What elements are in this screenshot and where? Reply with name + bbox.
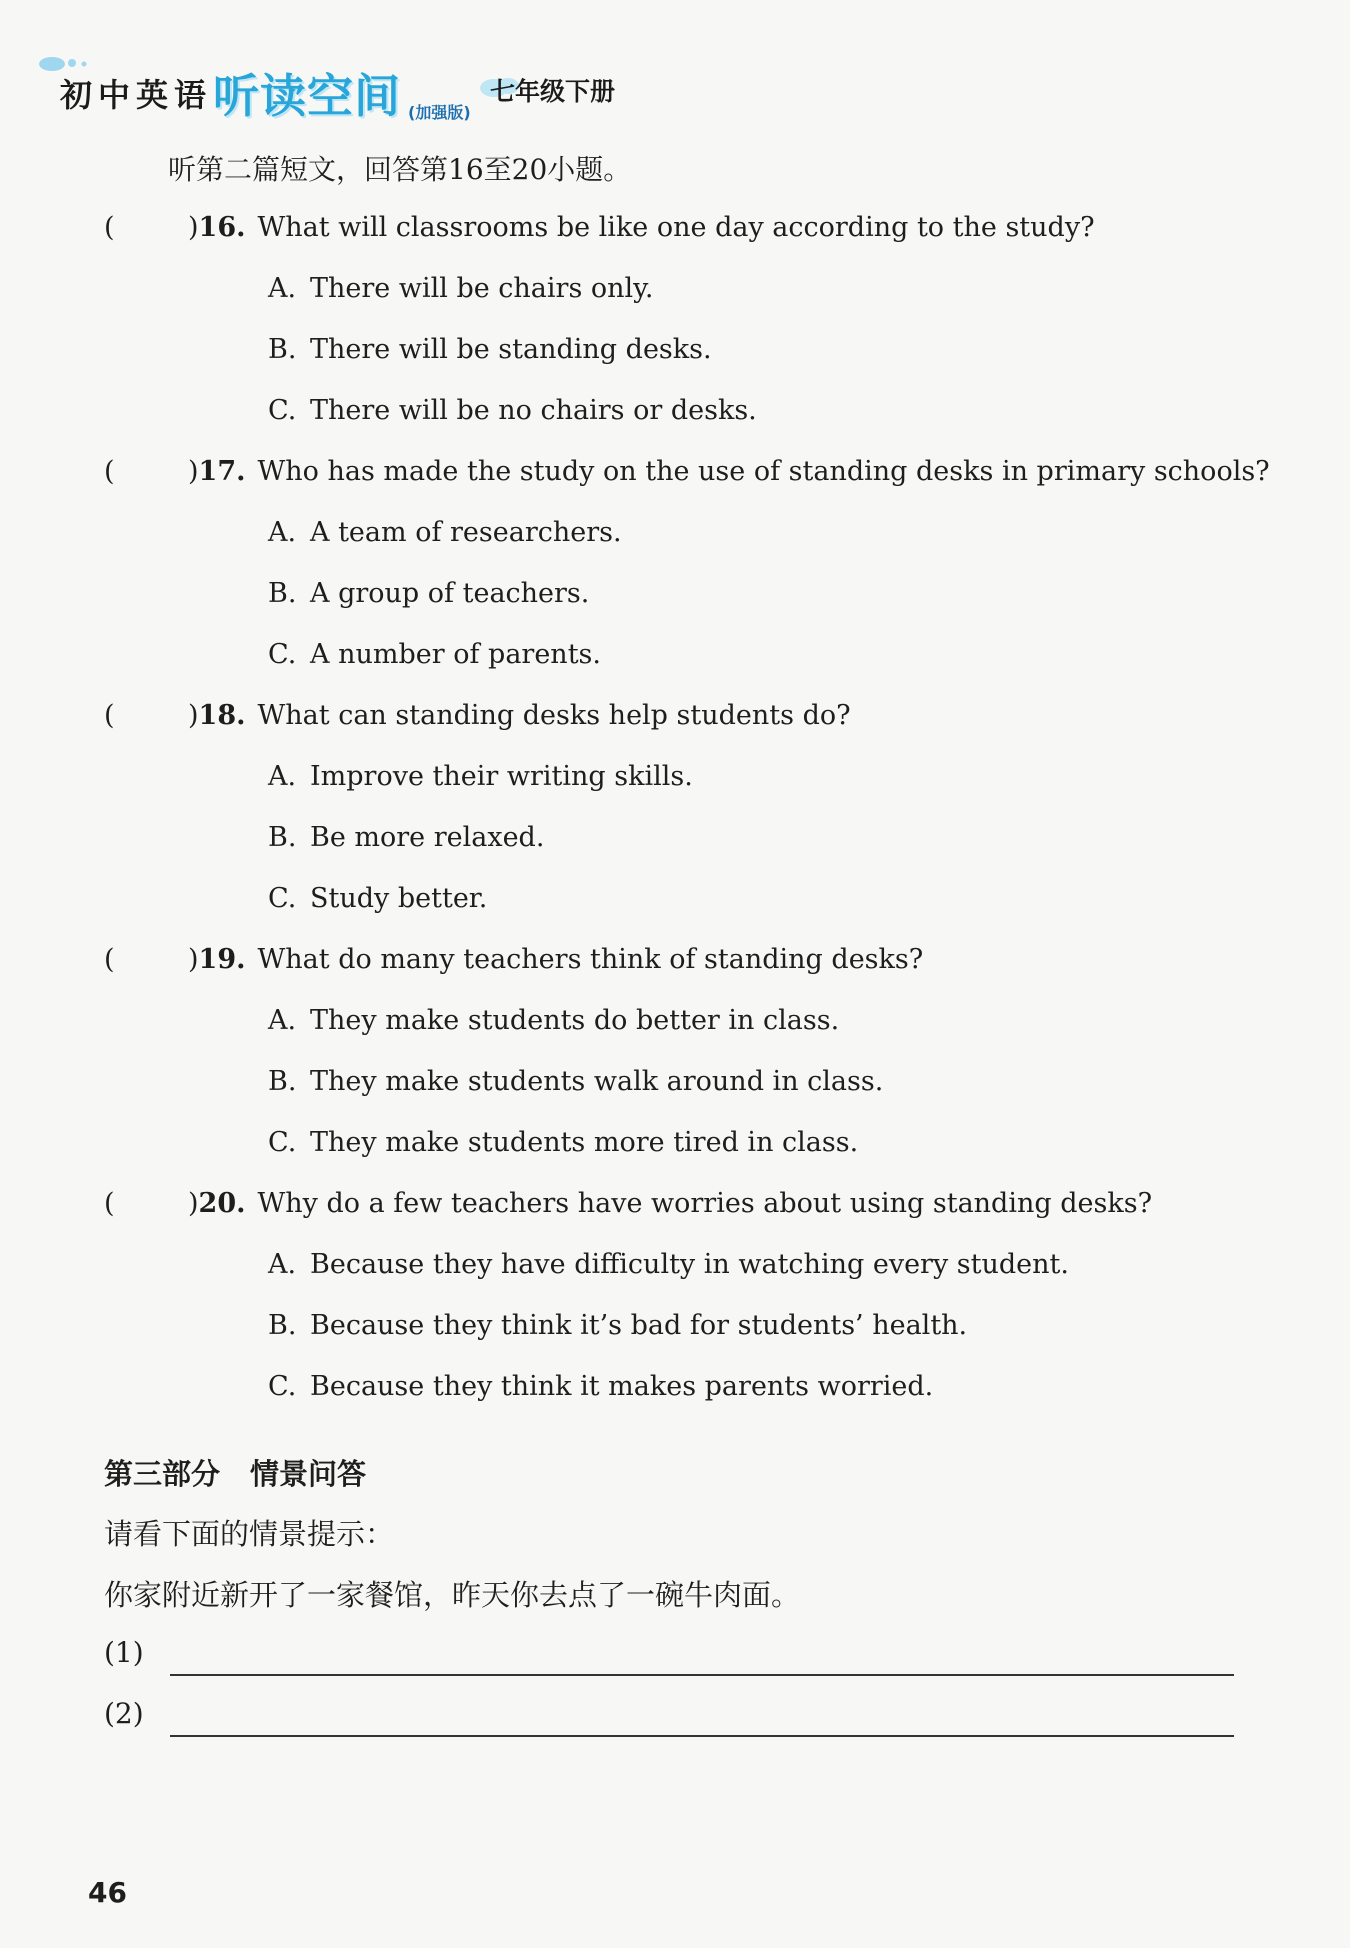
question-text: Why do a few teachers have worries about using standing desks? [257,1188,1153,1219]
option-b: B. A group of teachers. [268,578,590,609]
edition-label: (加强版) [408,103,471,122]
scenario-text: 你家附近新开了一家餐馆，昨天你去点了一碗牛肉面。 [104,1578,801,1612]
question-text: What will classrooms be like one day according to the study? [257,212,1095,243]
prompt-label: 请看下面的情景提示： [104,1517,395,1551]
answer-blank-2[interactable] [104,1693,1234,1739]
question-19: ( )19. What do many teachers think of standing desks? [104,944,924,975]
section-heading [104,1452,366,1493]
answer-line[interactable] [170,1735,1234,1737]
section-title: 情景问答 [250,1457,367,1491]
option-c: C. A number of parents. [268,639,601,670]
answer-bracket[interactable]: ( [104,1188,115,1219]
section-part: 第三部分 [104,1457,221,1491]
option-c: C. They make students more tired in class. [268,1127,859,1158]
option-c: C. Study better. [268,883,488,914]
answer-blank-1[interactable] [104,1632,1234,1678]
question-18: ( )18. What can standing desks help students do? [104,700,851,731]
question-number: 16. [198,212,246,243]
option-a: A. A team of researchers. [268,517,622,548]
question-text: What can standing desks help students do? [257,700,851,731]
blank-label: (1) [104,1636,144,1669]
question-20: ( )20. Why do a few teachers have worries about using standing desks? [104,1188,1153,1219]
question-number: 20. [198,1188,246,1219]
option-b: B. There will be standing desks. [268,334,712,365]
answer-bracket[interactable]: ( [104,212,115,243]
question-text: Who has made the study on the use of standing desks in primary schools? [257,456,1270,487]
answer-bracket[interactable]: ( [104,944,115,975]
grade-label: 七年级下册 [490,77,616,106]
option-b: B. They make students walk around in class. [268,1066,884,1097]
subject-label: 初中英语 [60,76,213,114]
question-number: 17. [198,456,246,487]
option-a: A. They make students do better in class. [268,1005,840,1036]
section-intro: 听第二篇短文，回答第16至20小题。 [168,153,632,186]
option-c: C. Because they think it makes parents worried. [268,1371,934,1402]
option-b: B. Be more relaxed. [268,822,545,853]
page-number: 46 [88,1876,127,1909]
option-a: A. Improve their writing skills. [268,761,693,792]
page-header [38,48,738,128]
answer-bracket[interactable]: ( [104,700,115,731]
option-b: B. Because they think it’s bad for students’ health. [268,1310,968,1341]
blank-label: (2) [104,1697,144,1730]
option-a: A. There will be chairs only. [268,273,654,304]
question-number: 18. [198,700,246,731]
answer-line[interactable] [170,1674,1234,1676]
brand-logo: 听读空间 [213,69,401,123]
answer-bracket[interactable]: ( [104,456,115,487]
question-17: ( )17. Who has made the study on the use of standing desks in primary schools? [104,456,1270,487]
option-a: A. Because they have difficulty in watching every student. [268,1249,1069,1280]
option-c: C. There will be no chairs or desks. [268,395,757,426]
question-text: What do many teachers think of standing desks? [257,944,924,975]
question-number: 19. [198,944,246,975]
question-16: ( )16. What will classrooms be like one day according to the study? [104,212,1095,243]
